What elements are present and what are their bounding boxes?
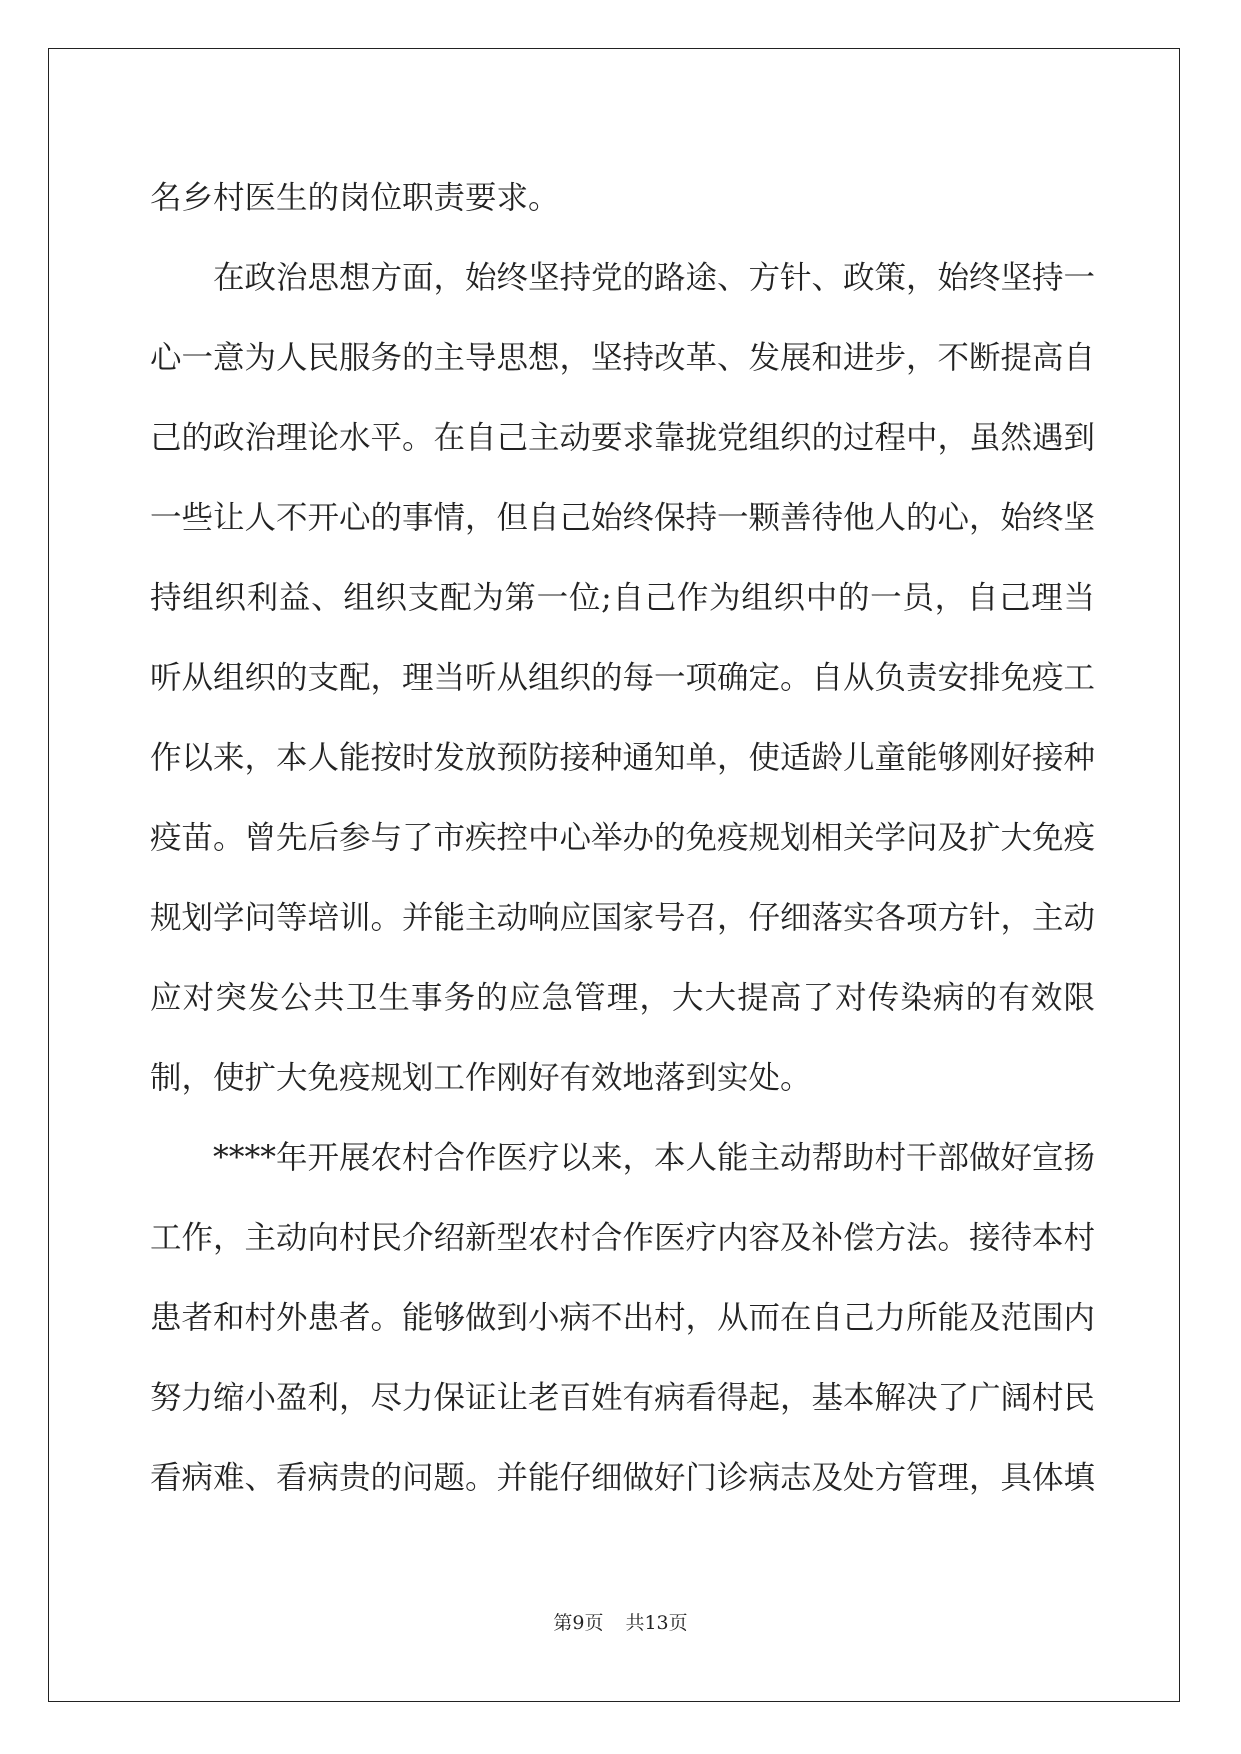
paragraph-3: ****年开展农村合作医疗以来，本人能主动帮助村干部做好宣扬工作，主动向村民介绍新型农村合作医疗内容及补偿方法。接待本村患者和村外患者。能够做到小病不出村，从而在自己力所能及范围内努力缩小盈利，尽力保证让老百姓有病看得起，基本解决了广阔村民看病难、看病贵的问题。并能仔细做好门诊病志及处方管理，具体填 [150,1140,1096,1496]
document-body [150,158,1095,1518]
total-pages: 共13页 [625,1612,688,1634]
paragraph-2: 在政治思想方面，始终坚持党的路途、方针、政策，始终坚持一心一意为人民服务的主导思想，坚持改革、发展和进步，不断提高自己的政治理论水平。在自己主动要求靠拢党组织的过程中，虽然遇到一些让人不开心的事情，但自己始终保持一颗善待他人的心，始终坚持组织利益、组织支配为第一位;自己作为组织中的一员，自己理当听从组织的支配，理当听从组织的每一项确定。自从负责安排免疫工作以来，本人能按时发放预防接种通知单，使适龄儿童能够刚好接种疫苗。曾先后参与了市疾控中心举办的免疫规划相关学问及扩大免疫规划学问等培训。并能主动响应国家号召，仔细落实各项方针，主动应对突发公共卫生事务的应急管理，大大提高了对传染病的有效限制，使扩大免疫规划工作刚好有效地落到实处。 [150,260,1096,1096]
paragraph-1: 名乡村医生的岗位职责要求。 [150,180,560,216]
page-number: 第9页 [553,1612,604,1634]
page-footer [0,1608,1241,1635]
